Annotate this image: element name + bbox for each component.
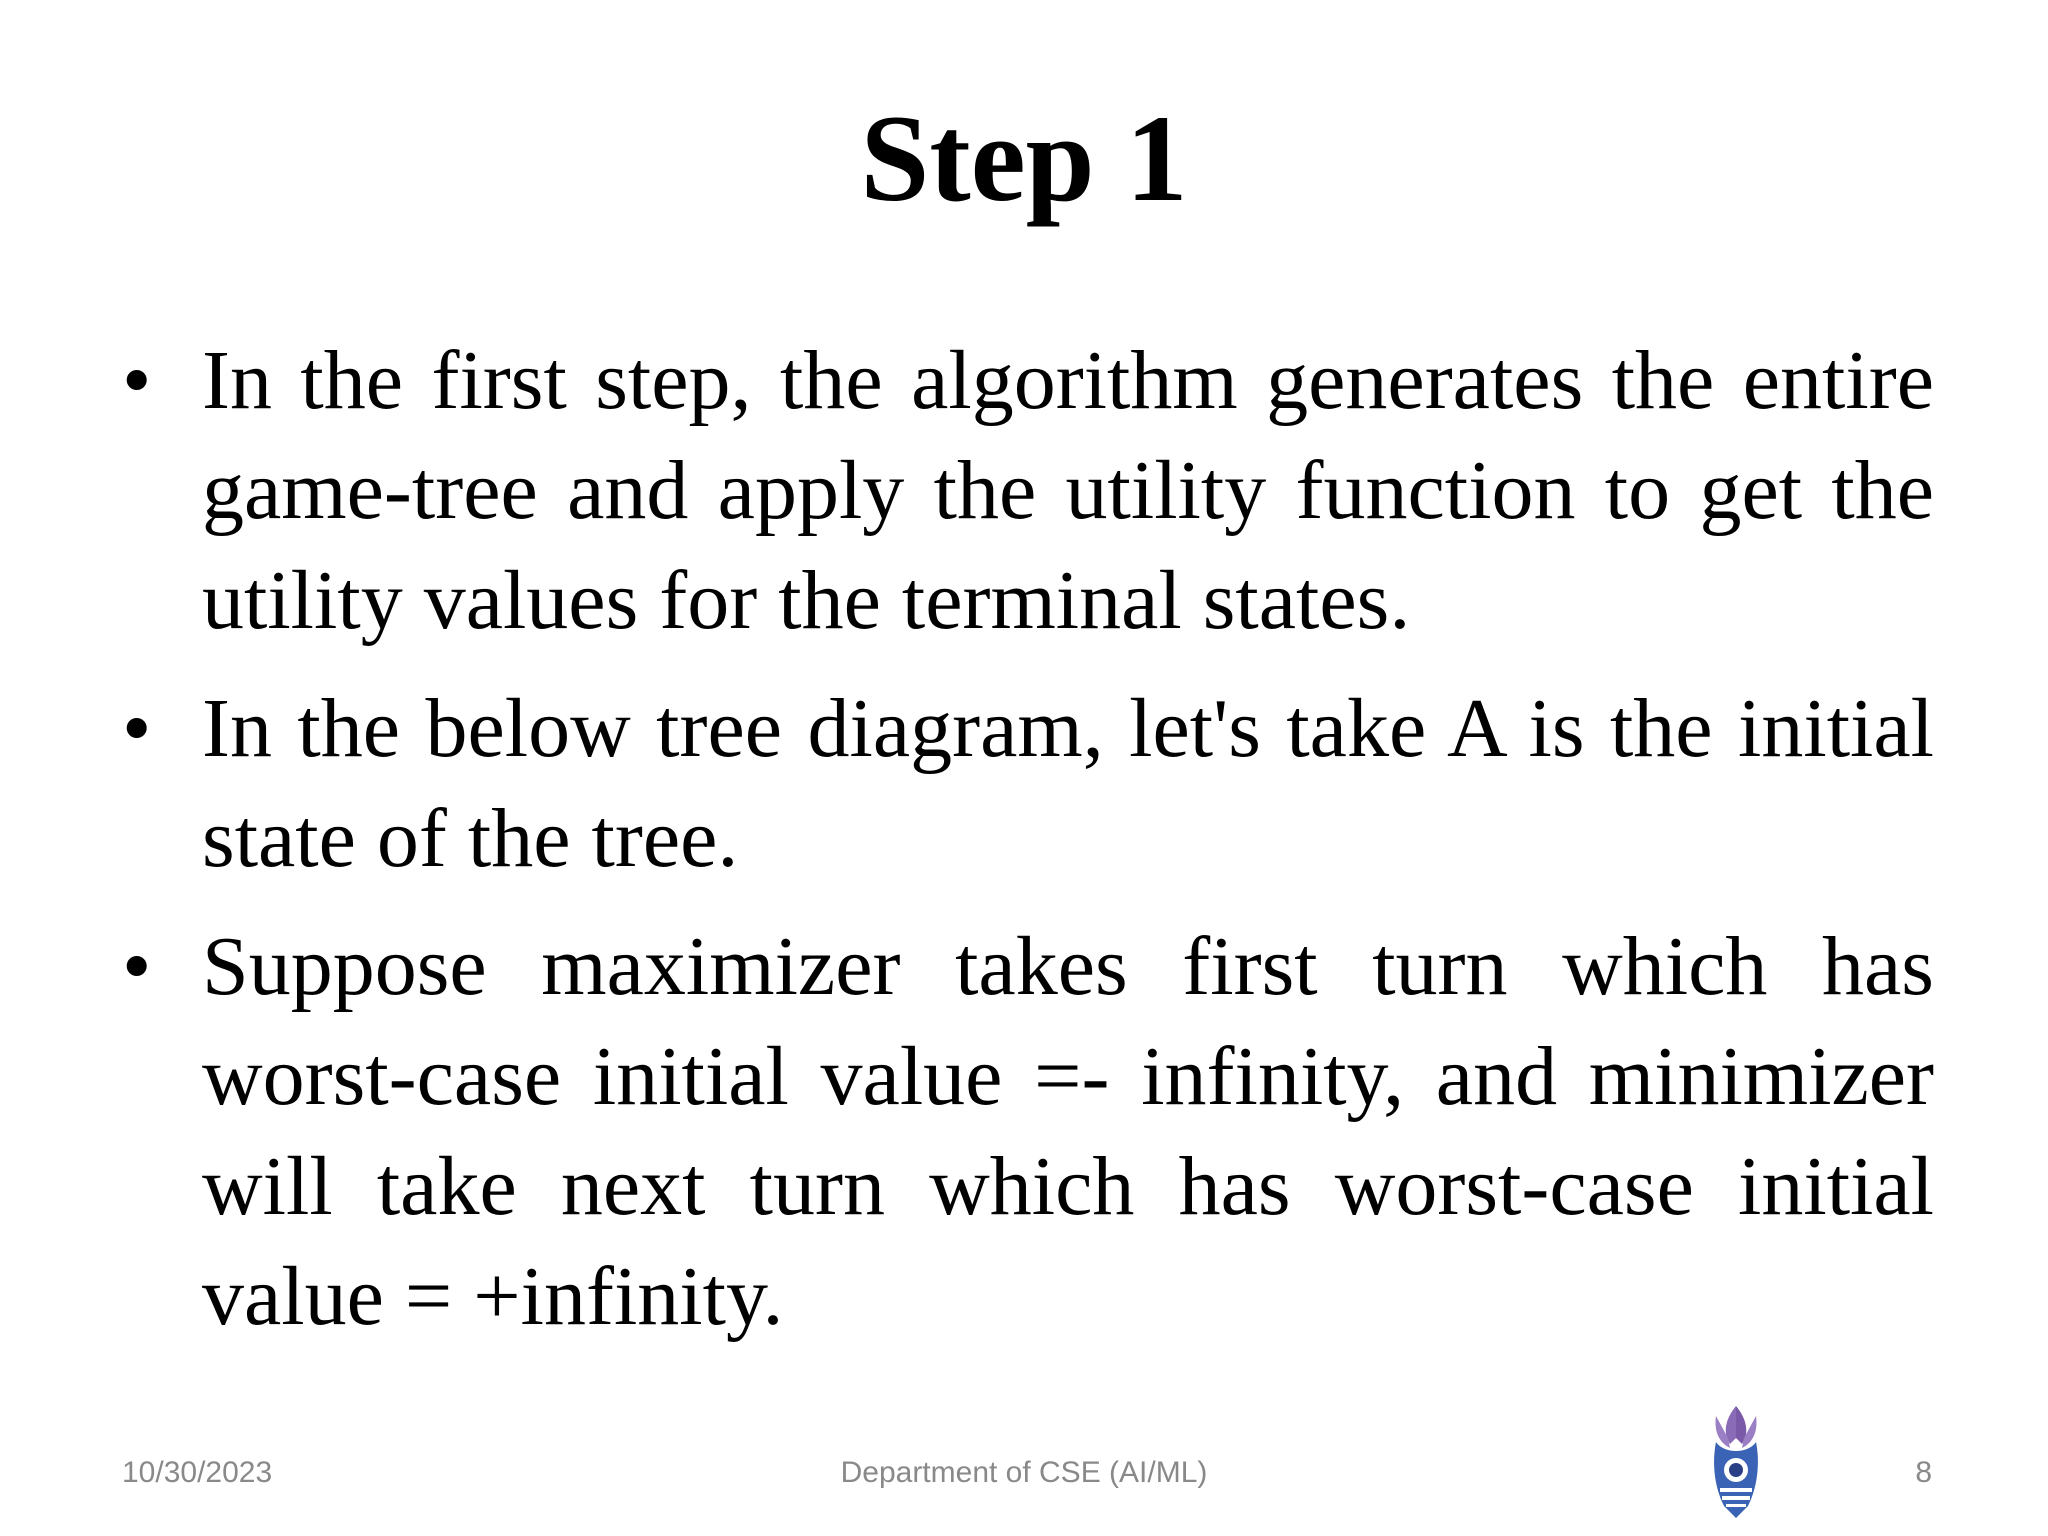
bullet-marker: • [122, 920, 152, 1013]
emblem-stripe [1722, 1496, 1750, 1500]
footer-page-number: 8 [1915, 1456, 1932, 1489]
institution-emblem-icon [1708, 1402, 1764, 1522]
bullet-item [122, 674, 1934, 894]
bullet-text: In the first step, the algorithm generates the entire game-tree and apply the utility function to get the utility values for the terminal states. [202, 334, 1934, 647]
bullet-marker: • [122, 682, 152, 775]
footer-department: Department of CSE (AI/ML) [840, 1456, 1208, 1489]
bullet-text: In the below tree diagram, let's take A is the initial state of the tree. [202, 682, 1934, 885]
bullet-item [122, 326, 1934, 656]
bullet-text: Suppose maximizer takes first turn which has worst-case initial value =- infinity, and minimizer will take next turn which has worst-case initial value = +infinity. [202, 920, 1934, 1343]
bullet-marker: • [122, 334, 152, 427]
slide-title: Step 1 [860, 90, 1188, 227]
bullet-list [122, 326, 1934, 1370]
bullet-item [122, 912, 1934, 1352]
emblem-stripe [1726, 1504, 1746, 1507]
emblem-core-inner [1729, 1463, 1743, 1477]
emblem-stripe [1720, 1488, 1752, 1492]
footer-date: 10/30/2023 [122, 1456, 273, 1489]
